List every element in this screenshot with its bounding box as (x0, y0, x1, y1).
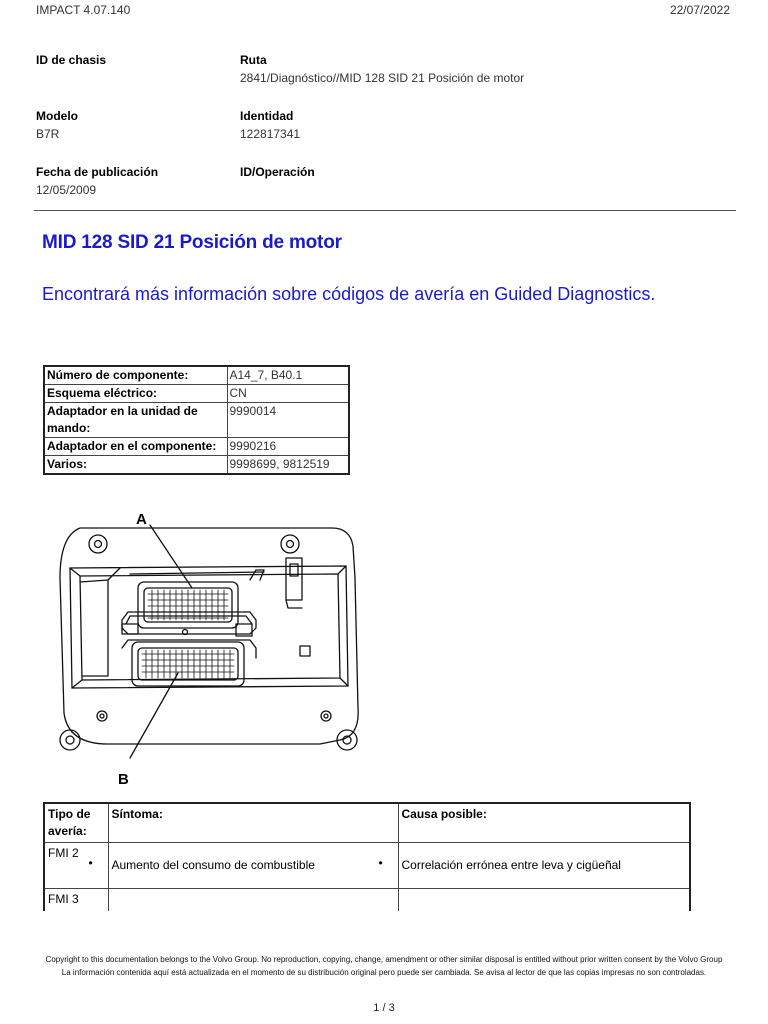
symptom-cell (88, 843, 398, 889)
fault-code: FMI 3 (44, 889, 108, 911)
header-divider (34, 210, 736, 211)
chassis-label: ID de chasis (36, 53, 107, 67)
route-label: Ruta (240, 53, 267, 67)
bullet-icon: • (378, 856, 383, 870)
fault-table (43, 802, 691, 911)
app-version: IMPACT 4.07.140 (36, 3, 131, 17)
page-number: 1 / 3 (373, 1002, 395, 1014)
component-table (43, 365, 350, 475)
component-key: Número de componente: (44, 366, 227, 385)
cause-text: Correlación errónea entre leva y cigüeñal (401, 858, 621, 872)
table-row (44, 438, 349, 456)
cause-cell (378, 843, 690, 889)
symptom-text (108, 889, 398, 911)
guided-diagnostics-note: Encontrará más información sobre códigos de avería en Guided Diagnostics. (42, 284, 656, 304)
table-row (44, 843, 690, 889)
table-row (44, 456, 349, 475)
model-label: Modelo (36, 109, 78, 123)
disclaimer-notice: La información contenida aquí está actualizada en el momento de su distribución original pero puede ser cambiada. Se avisa al lector de que las copias impresas no son controladas. (61, 968, 707, 977)
table-row (44, 889, 690, 911)
pubdate-value: 12/05/2009 (36, 183, 97, 197)
pubdate-label: Fecha de publicación (36, 165, 159, 179)
copyright-notice: Copyright to this documentation belongs to the Volvo Group. No reproduction, copying, change, amendment or other similar disposal is entitled without prior written consent by the Volvo Group (45, 955, 723, 964)
fault-code: FMI 2 (44, 843, 108, 889)
table-header-row (44, 803, 690, 843)
model-value: B7R (36, 127, 60, 141)
identity-value: 122817341 (240, 127, 301, 141)
component-key: Adaptador en el componente: (44, 438, 227, 456)
ecu-diagram (50, 508, 370, 795)
column-header-fault-type: Tipo de avería: (44, 803, 108, 843)
footer (30, 954, 738, 978)
component-key: Esquema eléctrico: (44, 385, 227, 403)
component-value: CN (227, 385, 349, 403)
print-date: 22/07/2022 (669, 3, 730, 17)
mount-hole (89, 535, 107, 553)
component-value: A14_7, B40.1 (227, 366, 349, 385)
table-row (44, 366, 349, 385)
component-key: Varios: (44, 456, 227, 475)
component-key: Adaptador en la unidad de mando: (44, 403, 227, 438)
label-b: B (118, 771, 129, 788)
table-row (44, 385, 349, 403)
mount-hole (281, 535, 299, 553)
table-row (44, 403, 349, 438)
symptom-text: Aumento del consumo de combustible (111, 858, 315, 872)
route-value: 2841/Diagnóstico//MID 128 SID 21 Posición de motor (240, 71, 525, 85)
component-value: 9998699, 9812519 (227, 456, 349, 475)
column-header-cause: Causa posible: (398, 803, 690, 843)
cause-text (398, 889, 690, 911)
component-value: 9990014 (227, 403, 349, 438)
mount-hole (60, 730, 80, 750)
leader-line-a (150, 525, 192, 588)
document-title: MID 128 SID 21 Posición de motor (42, 232, 342, 253)
label-a: A (136, 511, 147, 528)
component-value: 9990216 (227, 438, 349, 456)
column-header-symptom: Síntoma: (108, 803, 398, 843)
identity-label: Identidad (240, 109, 294, 123)
operation-label: ID/Operación (240, 165, 315, 179)
bullet-icon: • (88, 856, 93, 870)
